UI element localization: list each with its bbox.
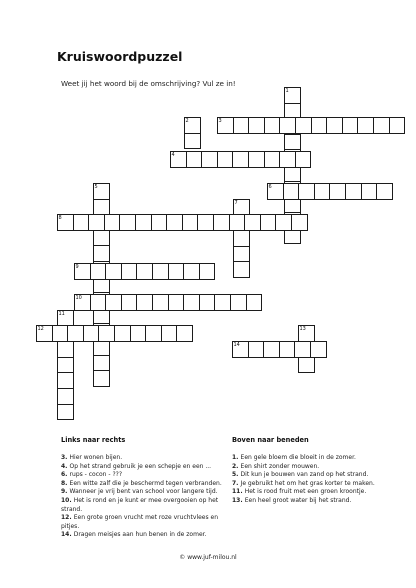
clue-text: Hier wonen bijen. xyxy=(69,454,123,461)
clue-text: Een heel groot water bij het strand. xyxy=(244,496,352,504)
crossword-cell[interactable] xyxy=(373,117,390,134)
crossword-cell[interactable] xyxy=(248,341,265,358)
crossword-cell[interactable] xyxy=(90,263,107,280)
crossword-cell[interactable] xyxy=(176,325,193,342)
crossword-cell[interactable] xyxy=(284,134,301,151)
clue-number: 1. xyxy=(232,454,241,461)
clue-number: 3. xyxy=(61,454,70,461)
clue-number: 2. xyxy=(232,462,241,470)
crossword-cell[interactable] xyxy=(183,294,200,311)
crossword-cell[interactable] xyxy=(152,294,169,311)
clue-number: 5. xyxy=(232,471,241,479)
crossword-cell[interactable] xyxy=(201,151,218,168)
clue-number-label: 12 xyxy=(37,325,44,332)
crossword-cell[interactable] xyxy=(151,214,168,231)
crossword-cell[interactable] xyxy=(93,355,110,372)
crossword-cell[interactable] xyxy=(233,117,250,134)
crossword-cell[interactable] xyxy=(119,214,136,231)
crossword-cell[interactable] xyxy=(294,341,311,358)
clue-number-label: 6 xyxy=(268,183,272,190)
crossword-cell[interactable] xyxy=(233,230,250,247)
across-heading: Links naar rechts xyxy=(61,436,126,444)
footer-credit: © www.juf-milou.nl xyxy=(179,554,237,561)
across-clue-item xyxy=(61,497,231,514)
crossword-cell[interactable] xyxy=(130,325,147,342)
crossword-cell[interactable] xyxy=(310,341,327,358)
crossword-cell[interactable] xyxy=(345,183,362,200)
down-clue-item xyxy=(232,454,402,463)
crossword-cell[interactable] xyxy=(214,294,231,311)
crossword-cell[interactable] xyxy=(186,151,203,168)
crossword-cell[interactable] xyxy=(298,356,315,373)
crossword-cell[interactable] xyxy=(263,341,280,358)
crossword-cell[interactable] xyxy=(246,294,263,311)
crossword-cell[interactable] xyxy=(248,117,265,134)
crossword-cell[interactable] xyxy=(376,183,393,200)
crossword-cell[interactable] xyxy=(244,214,261,231)
crossword-cell[interactable] xyxy=(105,263,122,280)
crossword-cell[interactable] xyxy=(67,325,84,342)
crossword-cell[interactable] xyxy=(248,151,265,168)
clue-number: 13. xyxy=(232,496,245,504)
crossword-cell[interactable] xyxy=(136,294,153,311)
crossword-cell[interactable] xyxy=(229,214,246,231)
across-clue-item xyxy=(61,488,231,497)
crossword-cell[interactable] xyxy=(57,388,74,405)
clue-number-label: 11 xyxy=(58,310,65,317)
crossword-cell[interactable] xyxy=(90,294,107,311)
crossword-cell[interactable] xyxy=(199,294,216,311)
down-clue-item xyxy=(232,471,402,480)
crossword-cell[interactable] xyxy=(73,214,90,231)
across-clue-list xyxy=(61,454,231,540)
clue-number: 6. xyxy=(61,471,70,479)
crossword-cell[interactable] xyxy=(105,294,122,311)
crossword-cell[interactable] xyxy=(166,214,183,231)
crossword-cell[interactable] xyxy=(104,214,121,231)
crossword-cell[interactable] xyxy=(88,214,105,231)
crossword-cell[interactable] xyxy=(279,151,296,168)
crossword-cell[interactable] xyxy=(93,370,110,387)
clue-number: 12. xyxy=(61,514,74,522)
crossword-cell[interactable] xyxy=(57,357,74,374)
crossword-cell[interactable] xyxy=(145,325,162,342)
crossword-cell[interactable] xyxy=(98,325,115,342)
crossword-cell[interactable] xyxy=(183,263,200,280)
down-clue-item xyxy=(232,488,402,497)
crossword-cell[interactable] xyxy=(184,133,201,150)
crossword-cell[interactable] xyxy=(260,214,277,231)
crossword-cell[interactable] xyxy=(93,245,110,262)
clue-number-label: 3 xyxy=(218,117,222,124)
clue-number: 9. xyxy=(61,488,70,496)
clue-number-label: 14 xyxy=(233,341,240,348)
intro-text: Weet jij het woord bij de omschrijving? Vul ze in! xyxy=(61,79,236,88)
clue-text: Je gebruikt het om het gras korter te maken. xyxy=(240,479,375,487)
down-clue-list xyxy=(232,454,402,506)
clue-number-label: 4 xyxy=(171,151,175,158)
clue-number-label: 1 xyxy=(285,87,289,94)
clue-number: 10. xyxy=(61,496,74,504)
crossword-cell[interactable] xyxy=(182,214,199,231)
crossword-cell[interactable] xyxy=(314,183,331,200)
crossword-cell[interactable] xyxy=(283,183,300,200)
crossword-cell[interactable] xyxy=(329,183,346,200)
clue-number-label: 8 xyxy=(58,214,62,221)
crossword-cell[interactable] xyxy=(326,117,343,134)
clue-text: Een shirt zonder mouwen. xyxy=(240,462,320,470)
crossword-cell[interactable] xyxy=(357,117,374,134)
clue-text: Een gele bloem die bloeit in de zomer. xyxy=(240,454,356,461)
crossword-cell[interactable] xyxy=(168,294,185,311)
clue-number: 4. xyxy=(61,462,70,470)
clue-number: 11. xyxy=(232,488,245,496)
across-clue-item xyxy=(61,463,231,472)
clue-number: 14. xyxy=(61,531,74,539)
crossword-cell[interactable] xyxy=(295,117,312,134)
down-clue-item xyxy=(232,463,402,472)
clue-text: Een grote groen vrucht met roze vruchtvlees en pitjes. xyxy=(61,514,219,530)
crossword-cell[interactable] xyxy=(93,230,110,247)
clue-number-label: 2 xyxy=(185,117,189,124)
clue-text: Het is rood fruit met een groen kroontje. xyxy=(244,488,367,496)
crossword-cell[interactable] xyxy=(311,117,328,134)
clue-number-label: 13 xyxy=(299,325,306,332)
crossword-cell[interactable] xyxy=(230,294,247,311)
crossword-cell[interactable] xyxy=(217,151,234,168)
crossword-cell[interactable] xyxy=(168,263,185,280)
crossword-cell[interactable] xyxy=(291,214,308,231)
across-clue-item xyxy=(61,454,231,463)
page-title: Kruiswoordpuzzel xyxy=(57,49,183,64)
crossword-cell[interactable] xyxy=(233,261,250,278)
down-heading: Boven naar beneden xyxy=(232,436,309,444)
crossword-cell[interactable] xyxy=(152,263,169,280)
crossword-cell[interactable] xyxy=(197,214,214,231)
crossword-cell[interactable] xyxy=(114,325,131,342)
crossword-cell[interactable] xyxy=(199,263,216,280)
crossword-cell[interactable] xyxy=(136,263,153,280)
crossword-cell[interactable] xyxy=(121,294,138,311)
clue-number: 8. xyxy=(61,479,70,487)
crossword-cell[interactable] xyxy=(121,263,138,280)
crossword-cell[interactable] xyxy=(264,151,281,168)
down-clue-item xyxy=(232,480,402,489)
clue-number-label: 5 xyxy=(94,183,98,190)
crossword-cell[interactable] xyxy=(57,341,74,358)
crossword-cell[interactable] xyxy=(342,117,359,134)
crossword-cell[interactable] xyxy=(361,183,378,200)
clue-text: rups - cocon - ??? xyxy=(69,471,123,479)
crossword-cell[interactable] xyxy=(135,214,152,231)
clue-text: Het is rond en je kunt er mee overgooien op het strand. xyxy=(61,496,219,513)
crossword-cell[interactable] xyxy=(389,117,406,134)
across-clue-item xyxy=(61,514,231,531)
clue-text: Dragen meisjes aan hun benen in de zomer. xyxy=(73,531,207,539)
clue-number-label: 9 xyxy=(75,263,79,270)
crossword-cell[interactable] xyxy=(93,199,110,216)
crossword-cell[interactable] xyxy=(57,404,74,421)
clue-text: Een witte zalf die je beschermd tegen verbranden. xyxy=(69,479,222,487)
crossword-cell[interactable] xyxy=(57,372,74,389)
across-clue-item xyxy=(61,531,231,540)
crossword-cell[interactable] xyxy=(275,214,292,231)
crossword-cell[interactable] xyxy=(279,341,296,358)
down-clue-item xyxy=(232,497,402,506)
clue-number-label: 7 xyxy=(234,199,238,206)
clue-number-label: 10 xyxy=(75,294,82,301)
across-clue-item xyxy=(61,471,231,480)
crossword-cell[interactable] xyxy=(232,151,249,168)
crossword-cell[interactable] xyxy=(295,151,312,168)
clue-text: Wanneer je vrij bent van school voor langere tijd. xyxy=(69,488,218,496)
clue-number: 7. xyxy=(232,479,241,487)
crossword-cell[interactable] xyxy=(213,214,230,231)
crossword-cell[interactable] xyxy=(279,117,296,134)
crossword-cell[interactable] xyxy=(161,325,178,342)
crossword-cell[interactable] xyxy=(83,325,100,342)
clue-text: Op het strand gebruik je een schepje en een ... xyxy=(69,462,212,470)
across-clue-item xyxy=(61,480,231,489)
crossword-cell[interactable] xyxy=(52,325,69,342)
crossword-cell[interactable] xyxy=(264,117,281,134)
clue-text: Dit kun je bouwen van zand op het strand. xyxy=(240,471,369,479)
crossword-cell[interactable] xyxy=(298,183,315,200)
crossword-cell[interactable] xyxy=(233,246,250,263)
